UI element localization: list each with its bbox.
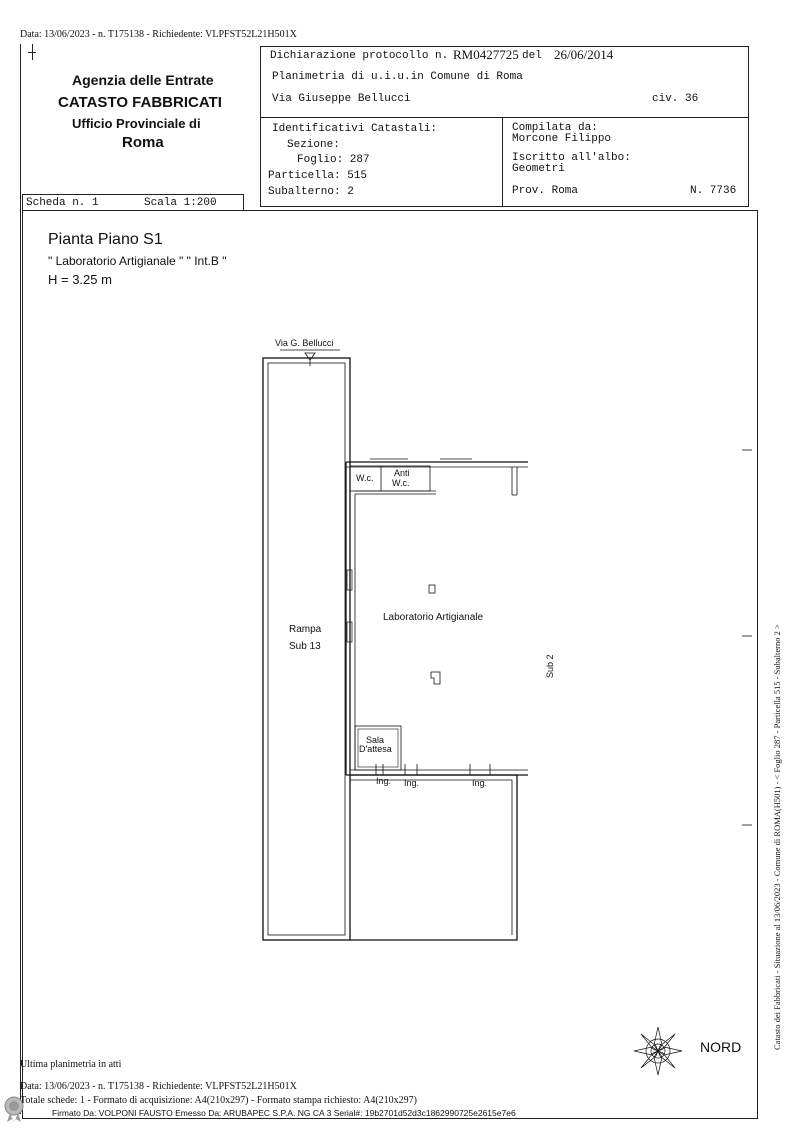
office-label: Ufficio Provinciale di xyxy=(72,116,201,131)
particella-field: Particella: 515 xyxy=(268,170,368,182)
albo-value: Geometri xyxy=(512,163,565,175)
entrance-label: Ing. xyxy=(376,776,392,786)
plan-height: H = 3.25 m xyxy=(48,272,112,287)
sub13-label: Sub 13 xyxy=(289,641,321,652)
anti-wc-label: W.c. xyxy=(392,478,410,488)
agency-name: Agenzia delle Entrate xyxy=(72,72,214,88)
header-request-line: Data: 13/06/2023 - n. T175138 - Richiedente: VLPFST52L21H501X xyxy=(20,29,297,40)
plan-subtitle: " Laboratorio Artigianale " " Int.B " xyxy=(48,254,227,268)
foglio-field: Foglio: 287 xyxy=(297,154,370,166)
compiler-label: Compilata da: xyxy=(512,122,598,134)
declaration-del: del xyxy=(522,50,542,62)
anti-label: Anti xyxy=(394,468,410,478)
address-line: Via Giuseppe Bellucci xyxy=(272,93,411,105)
street-label: Via G. Bellucci xyxy=(275,338,334,348)
plan-title: Pianta Piano S1 xyxy=(48,231,163,248)
footer-format-line: Totale schede: 1 - Formato di acquisizione: A4(210x297) - Formato stampa richiesto: A4(210x297) xyxy=(20,1095,417,1106)
footer-request-line: Data: 13/06/2023 - n. T175138 - Richiedente: VLPFST52L21H501X xyxy=(20,1081,297,1092)
protocol-number: RM0427725 xyxy=(453,47,519,62)
last-plan-note: Ultima planimetria in atti xyxy=(20,1059,122,1070)
wc-label: W.c. xyxy=(356,473,374,483)
scale: Scala 1:200 xyxy=(144,197,217,209)
sezione-field: Sezione: xyxy=(287,139,340,151)
declaration-label: Dichiarazione protocollo n. xyxy=(270,50,449,62)
planimetria-line: Planimetria di u.i.u.in Comune di Roma xyxy=(272,71,523,83)
north-label: NORD xyxy=(700,1039,742,1055)
province: Prov. Roma xyxy=(512,185,579,197)
side-catasto-line: Catasto dei Fabbricati - Situazione al 13/06/2023 - Comune di ROMA(H501) - < Foglio 287 - Particella 515 - Subalterno 2 > xyxy=(772,624,782,1050)
ramp-label: Rampa xyxy=(289,624,322,635)
declaration-date: 26/06/2014 xyxy=(554,47,614,62)
entrance-label: Ing. xyxy=(404,778,420,788)
entrance-label: Ing. xyxy=(472,778,488,788)
catasto-title: CATASTO FABBRICATI xyxy=(58,94,222,111)
sub2-label: Sub 2 xyxy=(545,654,555,678)
digital-signature-line: Firmato Da: VOLPONI FAUSTO Emesso Da: ARUBAPEC S.P.A. NG CA 3 Serial#: 19b2701d52d3c1862990725e2615e7e6 xyxy=(52,1108,516,1118)
identifiers-title: Identificativi Catastali: xyxy=(272,123,438,135)
office-city: Roma xyxy=(122,134,164,151)
scheda-number: Scheda n. 1 xyxy=(26,197,99,209)
albo-label: Iscritto all'albo: xyxy=(512,152,631,164)
lab-room-label: Laboratorio Artigianale xyxy=(383,612,484,623)
compiler-name: Morcone Filippo xyxy=(512,133,612,145)
compass-rose-icon xyxy=(634,1027,682,1075)
waiting-room-label: Sala xyxy=(366,735,385,745)
subalterno-field: Subalterno: 2 xyxy=(268,186,354,198)
waiting-room-label-2: D'attesa xyxy=(359,744,392,754)
civic-number: civ. 36 xyxy=(652,93,699,105)
registration-number: N. 7736 xyxy=(690,185,737,197)
